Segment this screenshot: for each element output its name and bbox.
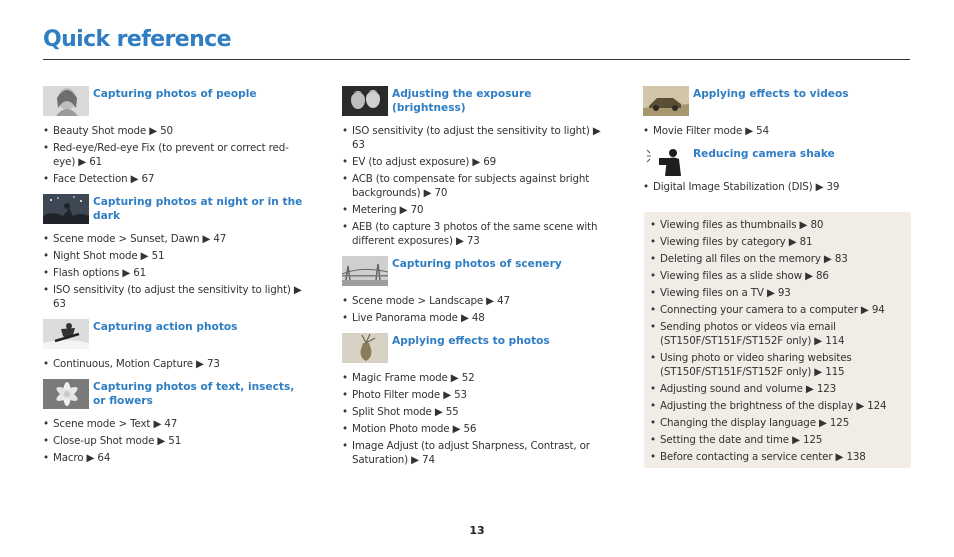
column-left — [43, 86, 305, 473]
section-macro — [43, 379, 305, 465]
list-item: • Adjusting sound and volume ▶ 123 — [650, 382, 905, 396]
section-title: Capturing photos at night or in the dark — [93, 196, 303, 222]
playback-reference-panel — [644, 212, 911, 468]
list-item: • Live Panorama mode ▶ 48 — [342, 311, 606, 325]
list-item: • Metering ▶ 70 — [342, 203, 606, 217]
section-photo-effects — [342, 333, 606, 467]
list-item: • Red-eye/Red-eye Fix (to prevent or correct red-eye) ▶ 61 — [43, 141, 305, 169]
list-item: • EV (to adjust exposure) ▶ 69 — [342, 155, 606, 169]
night-scene-icon — [43, 194, 89, 224]
list-item: • Setting the date and time ▶ 125 — [650, 433, 905, 447]
section-title: Capturing photos of people — [93, 88, 257, 100]
section-camera-shake — [643, 146, 911, 194]
vintage-car-icon — [643, 86, 689, 116]
bridge-scenery-icon — [342, 256, 388, 286]
flower-icon — [43, 379, 89, 409]
section-title: Capturing photos of text, insects, or flowers — [93, 381, 295, 407]
section-night — [43, 194, 305, 311]
list-item: • Magic Frame mode ▶ 52 — [342, 371, 606, 385]
page-title: Quick reference — [43, 27, 231, 52]
list-item: • ACB (to compensate for subjects against bright backgrounds) ▶ 70 — [342, 172, 606, 200]
list-item: • Split Shot mode ▶ 55 — [342, 405, 606, 419]
list-item: • ISO sensitivity (to adjust the sensitivity to light) ▶ 63 — [43, 283, 305, 311]
list-item: • Scene mode > Text ▶ 47 — [43, 417, 305, 431]
section-scenery — [342, 256, 606, 325]
list-item: • Changing the display language ▶ 125 — [650, 416, 905, 430]
list-item: • Adjusting the brightness of the display ▶ 124 — [650, 399, 905, 413]
list-item: • Movie Filter mode ▶ 54 — [643, 124, 911, 138]
list-item: • Viewing files on a TV ▶ 93 — [650, 286, 905, 300]
list-item: • ISO sensitivity (to adjust the sensitivity to light) ▶ 63 — [342, 124, 606, 152]
portrait-woman-icon — [43, 86, 89, 116]
list-item: • Scene mode > Sunset, Dawn ▶ 47 — [43, 232, 305, 246]
list-item: • Viewing files by category ▶ 81 — [650, 235, 905, 249]
list-item: • Before contacting a service center ▶ 138 — [650, 450, 905, 464]
section-exposure — [342, 86, 606, 248]
list-item: • Deleting all files on the memory ▶ 83 — [650, 252, 905, 266]
section-title: Reducing camera shake — [693, 148, 835, 160]
column-right — [643, 86, 911, 202]
snowboarder-icon — [43, 319, 89, 349]
list-item: • Close-up Shot mode ▶ 51 — [43, 434, 305, 448]
list-item: • Sending photos or videos via email (ST150F/ST151F/ST152F only) ▶ 114 — [650, 320, 905, 348]
list-item: • Connecting your camera to a computer ▶ 94 — [650, 303, 905, 317]
list-item: • Flash options ▶ 61 — [43, 266, 305, 280]
list-item: • Face Detection ▶ 67 — [43, 172, 305, 186]
section-action — [43, 319, 305, 371]
section-title: Capturing action photos — [93, 321, 238, 333]
list-item: • Beauty Shot mode ▶ 50 — [43, 124, 305, 138]
list-item: • Photo Filter mode ▶ 53 — [342, 388, 606, 402]
section-title: Capturing photos of scenery — [392, 258, 562, 270]
list-item: • AEB (to capture 3 photos of the same scene with different exposures) ▶ 73 — [342, 220, 606, 248]
section-video-effects — [643, 86, 911, 138]
column-middle — [342, 86, 606, 475]
list-item: • Continuous, Motion Capture ▶ 73 — [43, 357, 305, 371]
list-item: • Image Adjust (to adjust Sharpness, Contrast, or Saturation) ▶ 74 — [342, 439, 606, 467]
list-item: • Digital Image Stabilization (DIS) ▶ 39 — [643, 180, 911, 194]
list-item: • Viewing files as thumbnails ▶ 80 — [650, 218, 905, 232]
list-item: • Night Shot mode ▶ 51 — [43, 249, 305, 263]
photographer-icon — [643, 146, 689, 176]
list-item: • Viewing files as a slide show ▶ 86 — [650, 269, 905, 283]
title-divider — [43, 59, 910, 60]
list-item: • Motion Photo mode ▶ 56 — [342, 422, 606, 436]
section-title: Applying effects to videos — [693, 88, 849, 100]
list-item: • Using photo or video sharing websites (ST150F/ST151F/ST152F only) ▶ 115 — [650, 351, 905, 379]
vase-photo-icon — [342, 333, 388, 363]
page-number: 13 — [469, 524, 485, 537]
section-people — [43, 86, 305, 186]
section-title: Adjusting the exposure (brightness) — [392, 88, 532, 114]
list-item: • Scene mode > Landscape ▶ 47 — [342, 294, 606, 308]
list-item: • Macro ▶ 64 — [43, 451, 305, 465]
section-title: Applying effects to photos — [392, 335, 550, 347]
couple-photo-icon — [342, 86, 388, 116]
